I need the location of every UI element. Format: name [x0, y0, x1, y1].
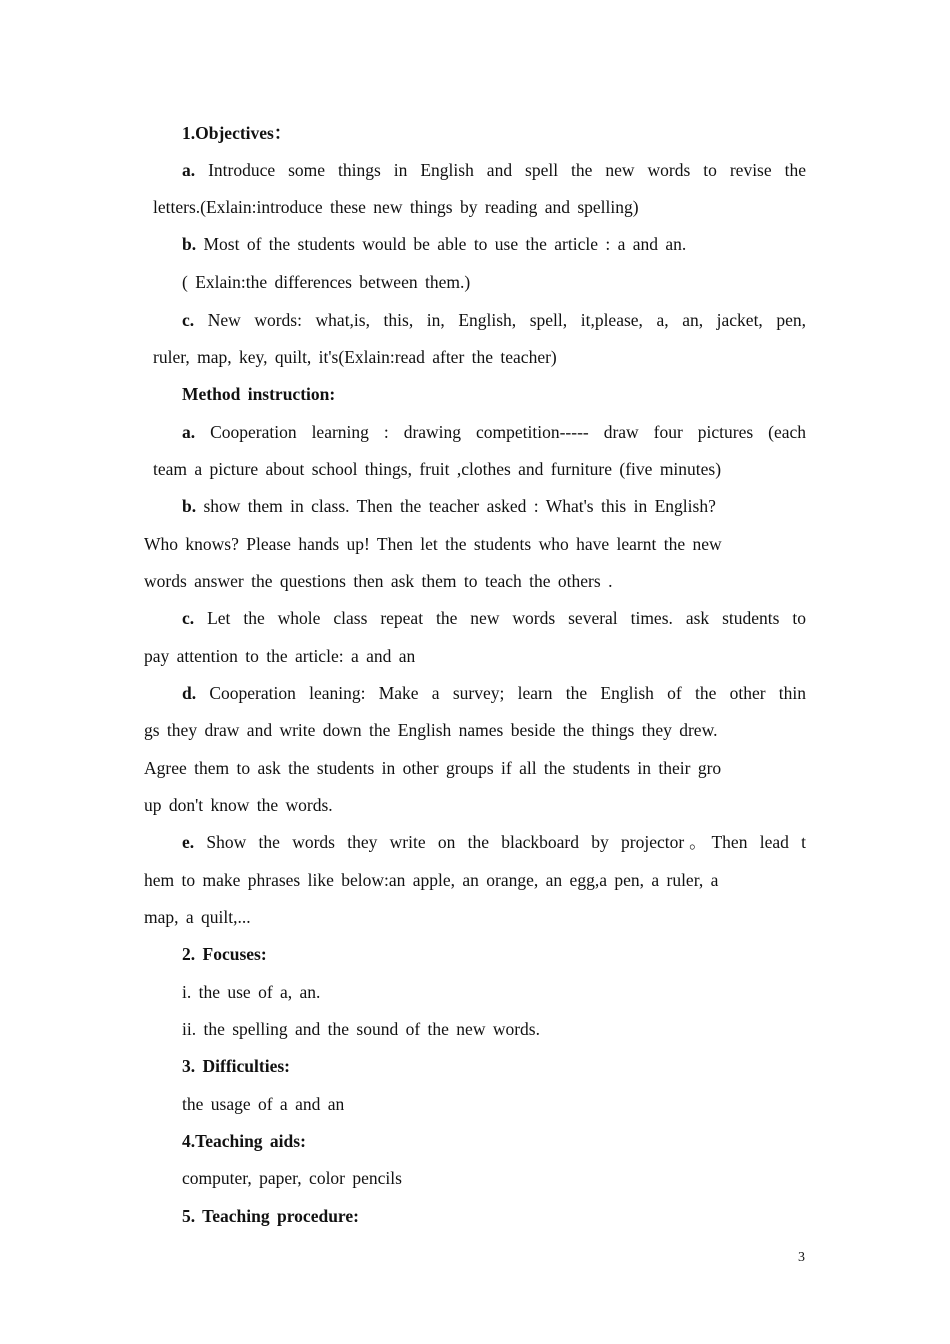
item-label: e. — [182, 832, 195, 852]
method-e-line3: map, a quilt,... — [144, 907, 251, 927]
method-a-line2: team a picture about school things, fruit ,clothes and furniture (five minutes) — [153, 459, 722, 479]
method-a-line1 — [182, 421, 806, 443]
method-b-line2: Who knows? Please hands up! Then let the students who have learnt the new — [144, 534, 722, 554]
method-b-line1 — [182, 495, 806, 517]
method-e-line1 — [182, 831, 806, 853]
method-c-text: Let the whole class repeat the new words several times. ask students to — [207, 608, 806, 628]
objectives-a-line2: letters.(Exlain:introduce these new things by reading and spelling) — [153, 197, 639, 217]
objectives-c-line2: ruler, map, key, quilt, it's(Exlain:read after the teacher) — [153, 347, 557, 367]
procedure-heading: 5. Teaching procedure: — [182, 1206, 359, 1226]
method-c-line1 — [182, 607, 806, 629]
aids-text: computer, paper, color pencils — [182, 1168, 402, 1188]
item-label: a. — [182, 160, 196, 180]
item-label: d. — [182, 683, 197, 703]
item-label: c. — [182, 310, 195, 330]
method-b-text: show them in class. Then the teacher asked : What's this in English? — [203, 496, 716, 516]
objectives-b-line1 — [182, 233, 806, 255]
page-number: 3 — [798, 1250, 805, 1265]
method-heading: Method instruction: — [182, 384, 336, 404]
focuses-item-1: i. the use of a, an. — [182, 982, 321, 1002]
objectives-c-line1 — [182, 309, 806, 331]
method-d-line4: up don't know the words. — [144, 795, 333, 815]
method-c-line2: pay attention to the article: a and an — [144, 646, 416, 666]
objectives-a-text: Introduce some things in English and spell the new words to revise the — [208, 160, 806, 180]
item-label: a. — [182, 422, 196, 442]
method-b-line3: words answer the questions then ask them to teach the others . — [144, 571, 613, 591]
objectives-b-line2: ( Exlain:the differences between them.) — [182, 272, 471, 292]
objectives-b-text: Most of the students would be able to use the article : a and an. — [203, 234, 687, 254]
method-d-line3: Agree them to ask the students in other groups if all the students in their gro — [144, 758, 722, 778]
method-d-text: Cooperation leaning: Make a survey; learn the English of the other thin — [209, 683, 806, 703]
aids-heading: 4.Teaching aids: — [182, 1131, 306, 1151]
difficulties-heading: 3. Difficulties: — [182, 1056, 290, 1076]
method-e-line2: hem to make phrases like below:an apple, an orange, an egg,a pen, a ruler, a — [144, 870, 719, 890]
focuses-item-2: ii. the spelling and the sound of the new words. — [182, 1019, 540, 1039]
objectives-c-text: New words: what,is, this, in, English, spell, it,please, a, an, jacket, pen, — [207, 310, 807, 330]
method-a-text: Cooperation learning : drawing competition----- draw four pictures (each — [210, 422, 807, 442]
item-label: b. — [182, 234, 197, 254]
objectives-a-line1 — [182, 159, 806, 181]
item-label: b. — [182, 496, 197, 516]
objectives-heading: 1.Objectives： — [182, 123, 292, 143]
method-d-line1 — [182, 682, 806, 704]
method-e-text: Show the words they write on the blackboard by projector。Then lead t — [206, 832, 806, 852]
difficulties-text: the usage of a and an — [182, 1094, 345, 1114]
item-label: c. — [182, 608, 195, 628]
focuses-heading: 2. Focuses: — [182, 944, 267, 964]
method-d-line2: gs they draw and write down the English names beside the things they drew. — [144, 720, 718, 740]
